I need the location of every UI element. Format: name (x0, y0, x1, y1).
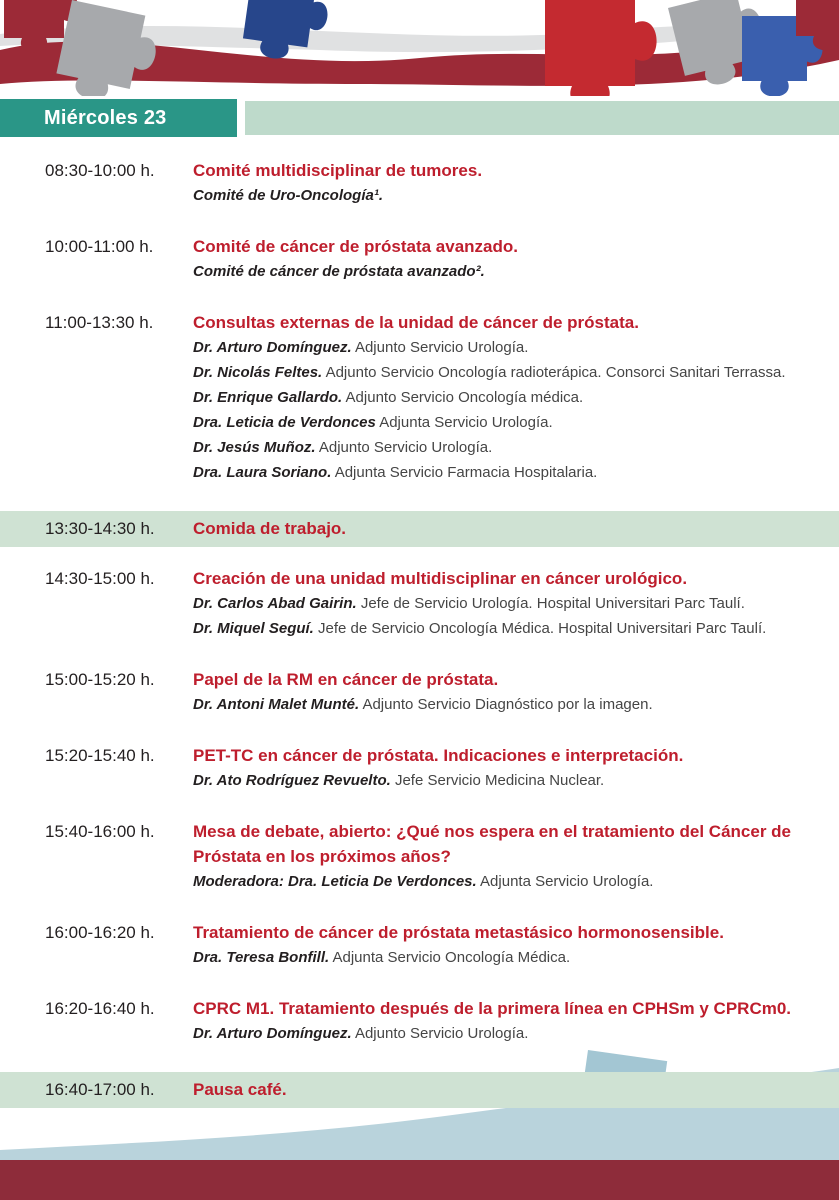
speaker-role: Adjunta Servicio Urología. (476, 873, 654, 890)
session-time: 15:00-15:20 h. (45, 670, 155, 689)
schedule-row (0, 310, 839, 485)
session-content (193, 516, 825, 541)
session-content (193, 234, 825, 284)
speaker-role: Adjunta Servicio Urología. (375, 414, 553, 431)
session-title: Mesa de debate, abierto: ¿Qué nos espera en el tratamiento del Cáncer de Próstata en los próximos años? (193, 822, 792, 866)
speaker-name: Dra. Leticia de Verdonces (193, 414, 376, 431)
speaker-role: Adjunto Servicio Urología. (351, 1025, 529, 1042)
day-header (0, 99, 839, 137)
speaker-role: Adjunto Servicio Urología. (351, 339, 529, 356)
speaker-name: Moderadora: Dra. Leticia De Verdonces. (193, 873, 477, 890)
day-label: Miércoles 23 (0, 99, 237, 137)
speaker-line (193, 410, 825, 435)
speaker-role: Adjunto Servicio Diagnóstico por la imagen. (359, 696, 653, 713)
speaker-line (193, 692, 825, 717)
session-title: Tratamiento de cáncer de próstata metastásico hormonosensible. (193, 923, 724, 942)
speaker-line (193, 385, 825, 410)
session-title: Consultas externas de la unidad de cáncer de próstata. (193, 313, 639, 332)
speaker-line (193, 360, 825, 385)
speaker-line (193, 1021, 825, 1046)
speaker-line (193, 945, 825, 970)
session-content (193, 566, 825, 641)
session-title: CPRC M1. Tratamiento después de la primera línea en CPHSm y CPRCm0. (193, 999, 792, 1018)
speaker-name: Dr. Jesús Muñoz. (193, 439, 316, 456)
schedule-row (0, 819, 839, 894)
session-title: Comida de trabajo. (193, 519, 347, 538)
schedule-row (0, 667, 839, 717)
session-title: Creación de una unidad multidisciplinar en cáncer urológico. (193, 569, 688, 588)
speaker-name: Dr. Miquel Seguí. (193, 620, 314, 637)
session-content (193, 310, 825, 485)
session-time: 10:00-11:00 h. (45, 237, 154, 256)
schedule-row (0, 996, 839, 1046)
session-content (193, 920, 825, 970)
speaker-name: Dr. Antoni Malet Munté. (193, 696, 360, 713)
speaker-line (193, 335, 825, 360)
session-time: 08:30-10:00 h. (45, 161, 155, 180)
speaker-line (193, 435, 825, 460)
speaker-role: Adjunta Servicio Oncología Médica. (329, 949, 571, 966)
speaker-role: Jefe de Servicio Oncología Médica. Hospital Universitari Parc Taulí. (313, 620, 767, 637)
session-time: 11:00-13:30 h. (45, 313, 154, 332)
speaker-role: Adjunto Servicio Urología. (315, 439, 493, 456)
session-time: 13:30-14:30 h. (45, 519, 155, 538)
session-time: 16:20-16:40 h. (45, 999, 155, 1018)
speaker-role: Adjunta Servicio Farmacia Hospitalaria. (331, 464, 598, 481)
speaker-line (193, 183, 825, 208)
speaker-name: Dr. Enrique Gallardo. (193, 389, 343, 406)
speaker-line (193, 616, 825, 641)
speaker-line (193, 591, 825, 616)
session-time: 16:00-16:20 h. (45, 923, 155, 942)
speaker-name: Comité de cáncer de próstata avanzado². (193, 263, 485, 280)
session-time: 15:20-15:40 h. (45, 746, 155, 765)
speaker-line (193, 460, 825, 485)
schedule-row (0, 743, 839, 793)
speaker-name: Dra. Teresa Bonfill. (193, 949, 330, 966)
session-time: 16:40-17:00 h. (45, 1080, 155, 1099)
session-content (193, 667, 825, 717)
speaker-name: Dr. Arturo Domínguez. (193, 1025, 352, 1042)
speaker-name: Dr. Arturo Domínguez. (193, 339, 352, 356)
schedule-list (0, 158, 839, 1127)
speaker-line (193, 869, 825, 894)
session-title: PET-TC en cáncer de próstata. Indicaciones e interpretación. (193, 746, 684, 765)
schedule-row (0, 511, 839, 547)
speaker-line (193, 259, 825, 284)
session-content (193, 1077, 825, 1102)
session-title: Papel de la RM en cáncer de próstata. (193, 670, 499, 689)
speaker-role: Adjunto Servicio Oncología radioterápica. Consorci Sanitari Terrassa. (322, 364, 786, 381)
speaker-name: Dr. Ato Rodríguez Revuelto. (193, 772, 391, 789)
schedule-row (0, 920, 839, 970)
session-title: Comité de cáncer de próstata avanzado. (193, 237, 518, 256)
session-title: Comité multidisciplinar de tumores. (193, 161, 483, 180)
speaker-role: Jefe de Servicio Urología. Hospital Universitari Parc Taulí. (356, 595, 745, 612)
schedule-row (0, 1072, 839, 1108)
day-header-bar (245, 101, 839, 135)
schedule-row (0, 566, 839, 641)
session-content (193, 996, 825, 1046)
speaker-role: Adjunto Servicio Oncología médica. (342, 389, 584, 406)
session-content (193, 743, 825, 793)
session-time: 14:30-15:00 h. (45, 569, 155, 588)
session-title: Pausa café. (193, 1080, 287, 1099)
schedule-row (0, 234, 839, 284)
session-content (193, 158, 825, 208)
speaker-name: Dr. Carlos Abad Gairin. (193, 595, 357, 612)
speaker-name: Dr. Nicolás Feltes. (193, 364, 323, 381)
speaker-name: Comité de Uro-Oncología¹. (193, 187, 384, 204)
session-content (193, 819, 825, 894)
speaker-role: Jefe Servicio Medicina Nuclear. (390, 772, 605, 789)
top-puzzle-banner-decoration (0, 0, 839, 96)
schedule-row (0, 158, 839, 208)
speaker-name: Dra. Laura Soriano. (193, 464, 332, 481)
session-time: 15:40-16:00 h. (45, 822, 155, 841)
speaker-line (193, 768, 825, 793)
